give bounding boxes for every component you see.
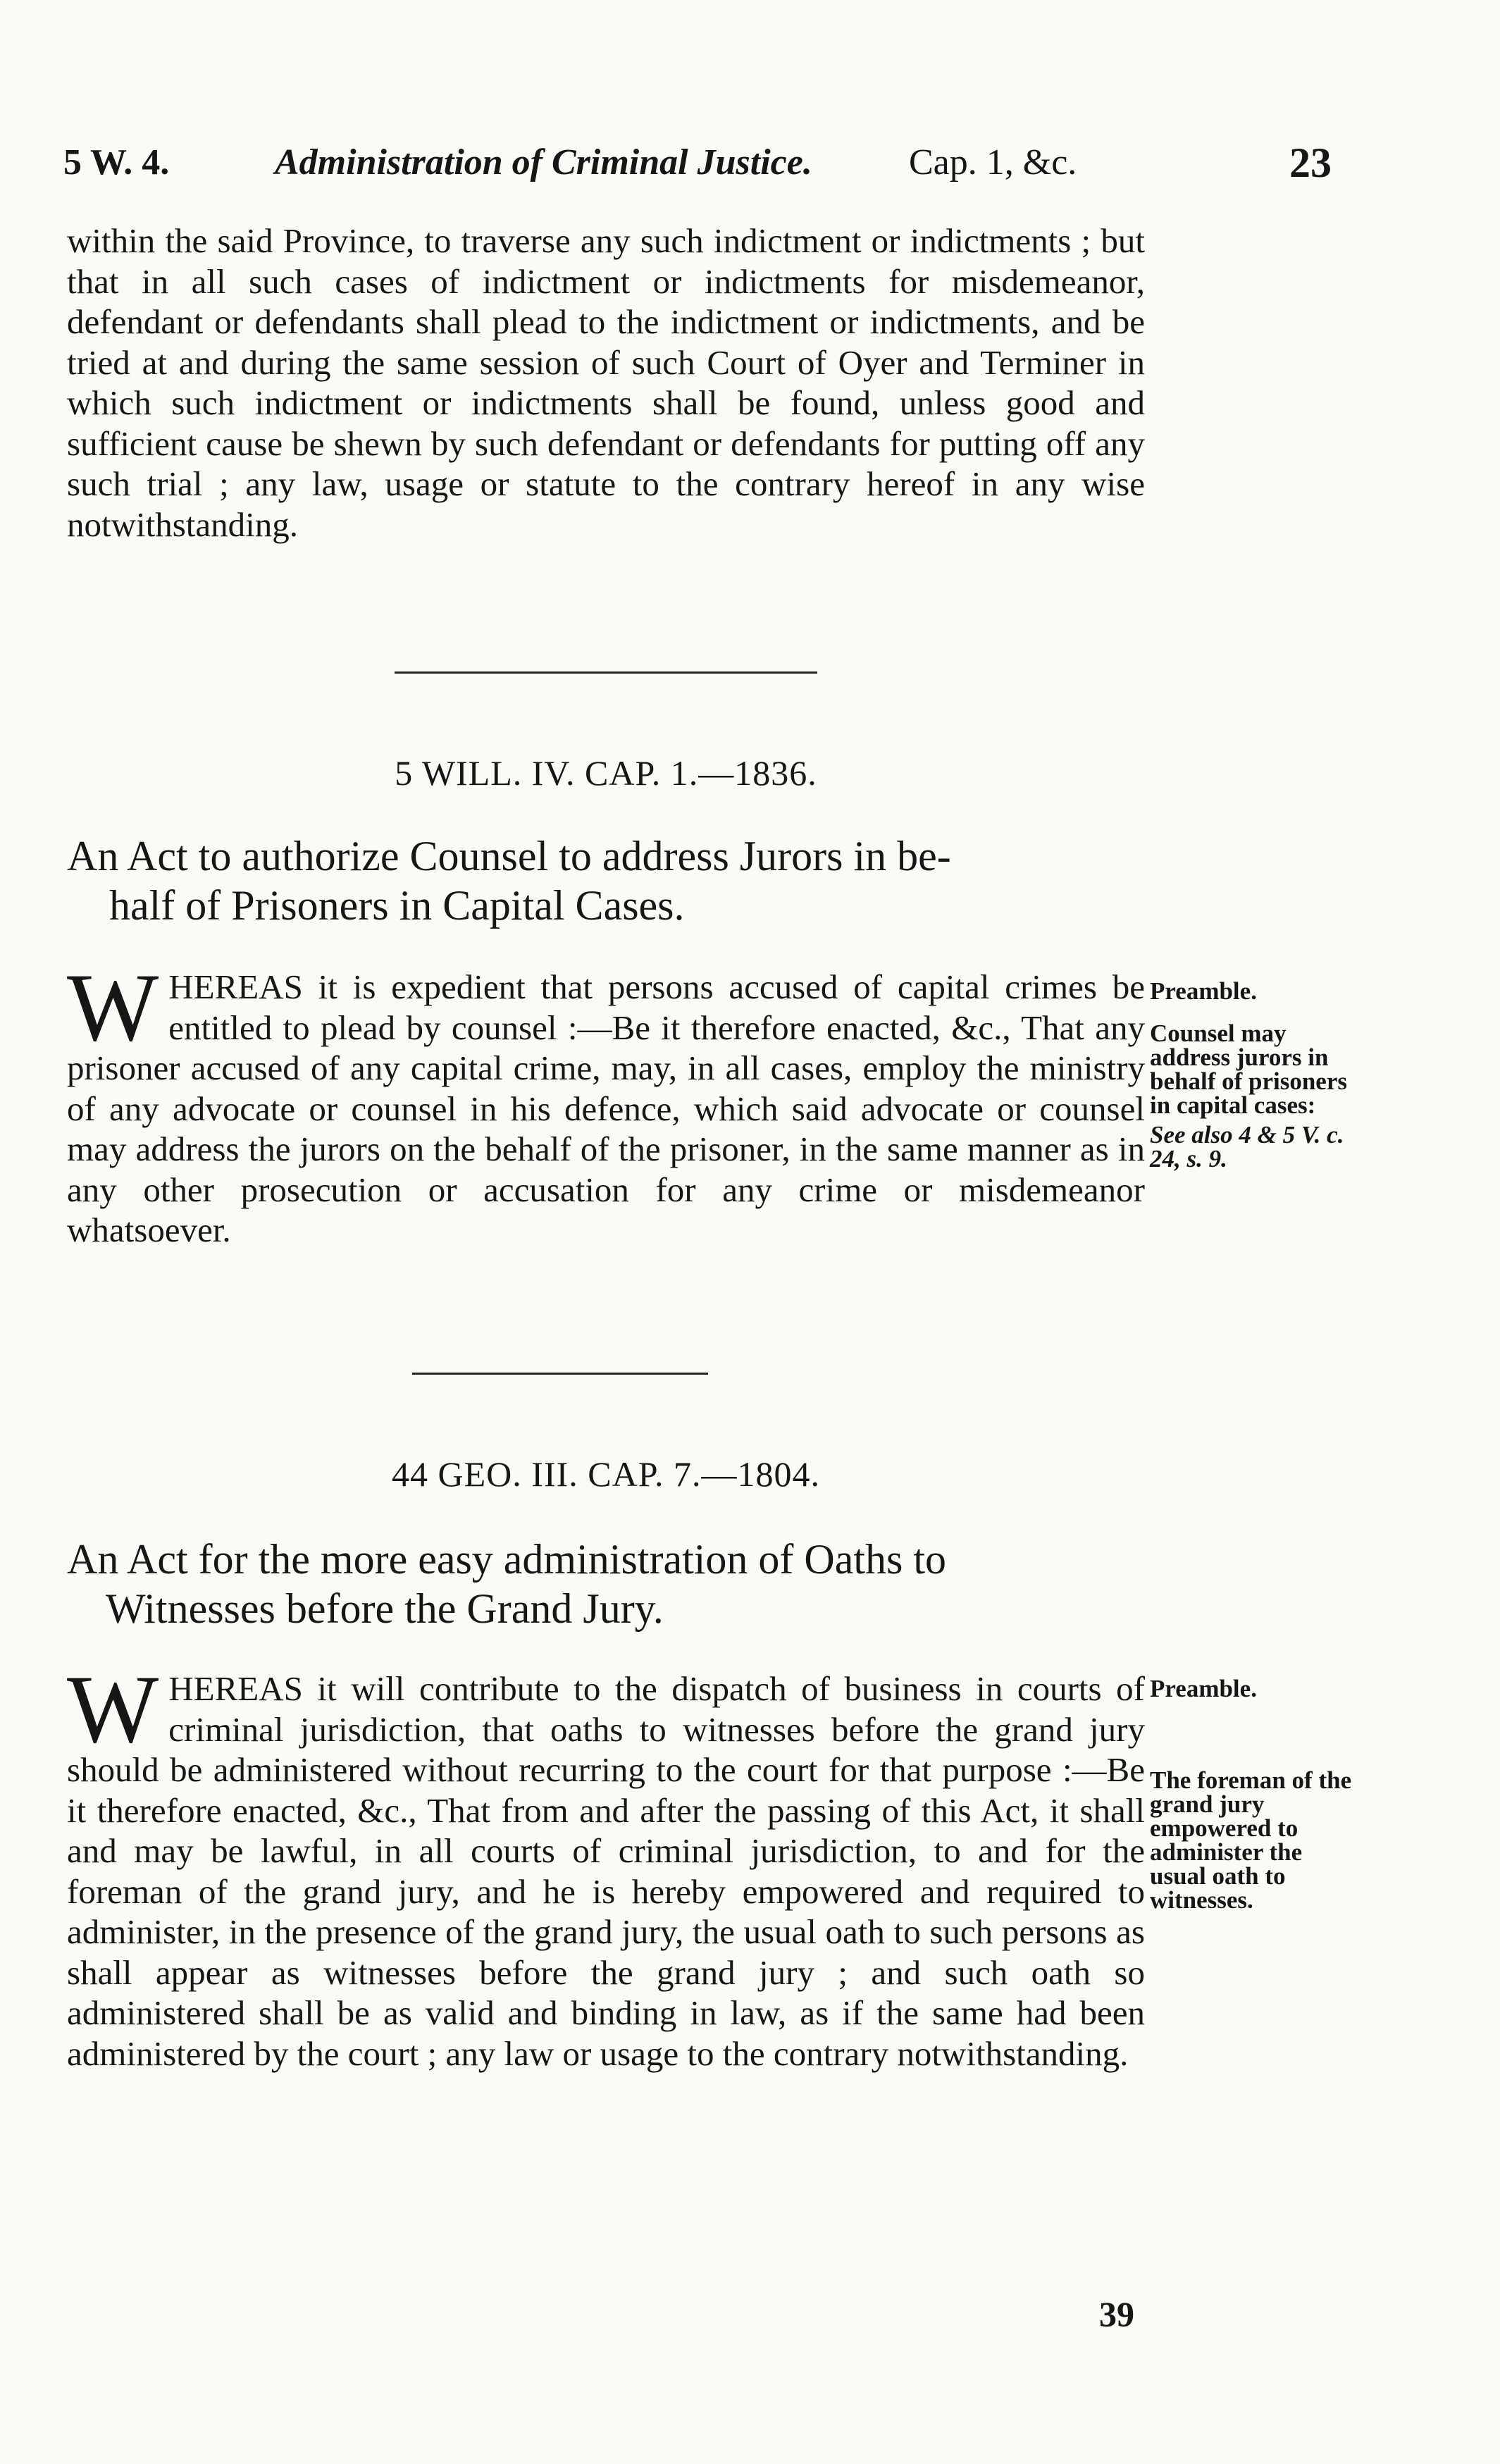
act2-body <box>67 1655 1145 2074</box>
act2-margin-preamble: Preamble. <box>1150 1675 1257 1702</box>
act2-title <box>67 1535 1166 1633</box>
act2-title-line2: Witnesses before the Grand Jury. <box>106 1585 664 1632</box>
act1-title-line2: half of Prisoners in Capital Cases. <box>109 882 685 929</box>
act1-body <box>67 953 1145 1251</box>
act1-margin-note: Counsel may address jurors in behalf of prisoners in capital cases: <box>1150 1020 1347 1119</box>
act1-title-line1: An Act to authorize Counsel to address Jurors in be- <box>67 833 951 879</box>
signature-mark: 39 <box>1099 2294 1134 2334</box>
act1-body-text: HEREAS it is expedient that persons accused of capital crimes be entitled to plead by counsel :—Be it therefore enacted, &c., That any prisoner accused of any capital crime, may, in all cases, employ the ministry of any advocate or counsel in his defence, which said advocate or counsel may address the jurors on the behalf of the prisoner, in the same manner as in any other prosecution or accusation for any crime or misdemeanor whatsoever. <box>67 967 1145 1249</box>
act2-citation: 44 GEO. III. CAP. 7.—1804. <box>392 1454 820 1494</box>
act2-body-text: HEREAS it will contribute to the dispatch of business in courts of criminal jurisdiction, that oaths to witnesses before the grand jury should be administered without recurring to the court for that purpose :—Be it therefore enacted, &c., That from and after the passing of this Act, it shall and may be lawful, in all courts of criminal jurisdiction, to and for the foreman of the grand jury, and he is hereby empowered and required to administer, in the presence of the grand jury, the usual oath to such persons as shall appear as witnesses before the grand jury ; and such oath so administered shall be as valid and binding in law, as if the same had been administered by the court ; any law or usage to the contrary notwithstanding. <box>67 1669 1145 2073</box>
act1-margin-notes <box>1150 979 1361 1177</box>
act2-drop-cap: W <box>67 1655 159 1763</box>
act1-citation: 5 WILL. IV. CAP. 1.—1836. <box>395 753 817 793</box>
header-title: Administration of Criminal Justice. <box>275 142 812 182</box>
header-chapter: Cap. 1, &c. <box>909 142 1077 182</box>
page-number: 23 <box>1289 140 1332 186</box>
section-divider <box>395 671 817 674</box>
act1-drop-cap: W <box>67 953 159 1061</box>
act1-margin-preamble: Preamble. <box>1150 977 1257 1005</box>
act2-title-line1: An Act for the more easy administration of Oaths to <box>67 1536 947 1583</box>
act1-title <box>67 831 1166 930</box>
continuation-paragraph: within the said Province, to traverse any such indictment or indictments ; but that in all such cases of indictment or indictments for misdemeanor, defendant or defendants shall plead to the indictment or indictments, and be tried at and during the same session of such Court of Oyer and Terminer in which such indictment or indictments shall be found, unless good and sufficient cause be shewn by such defendant or defendants for putting off any such trial ; any law, usage or statute to the contrary hereof in any wise notwithstanding. <box>67 221 1145 544</box>
header-session: 5 W. 4. <box>63 142 170 182</box>
act2-margin-notes <box>1150 1677 1361 1918</box>
act1-margin-see-also: See also 4 & 5 V. c. 24, s. 9. <box>1150 1121 1344 1172</box>
section-divider <box>412 1373 708 1375</box>
running-header <box>0 131 1500 194</box>
act2-margin-note: The foreman of the grand jury empowered to administer the usual oath to witnesses. <box>1150 1766 1352 1914</box>
